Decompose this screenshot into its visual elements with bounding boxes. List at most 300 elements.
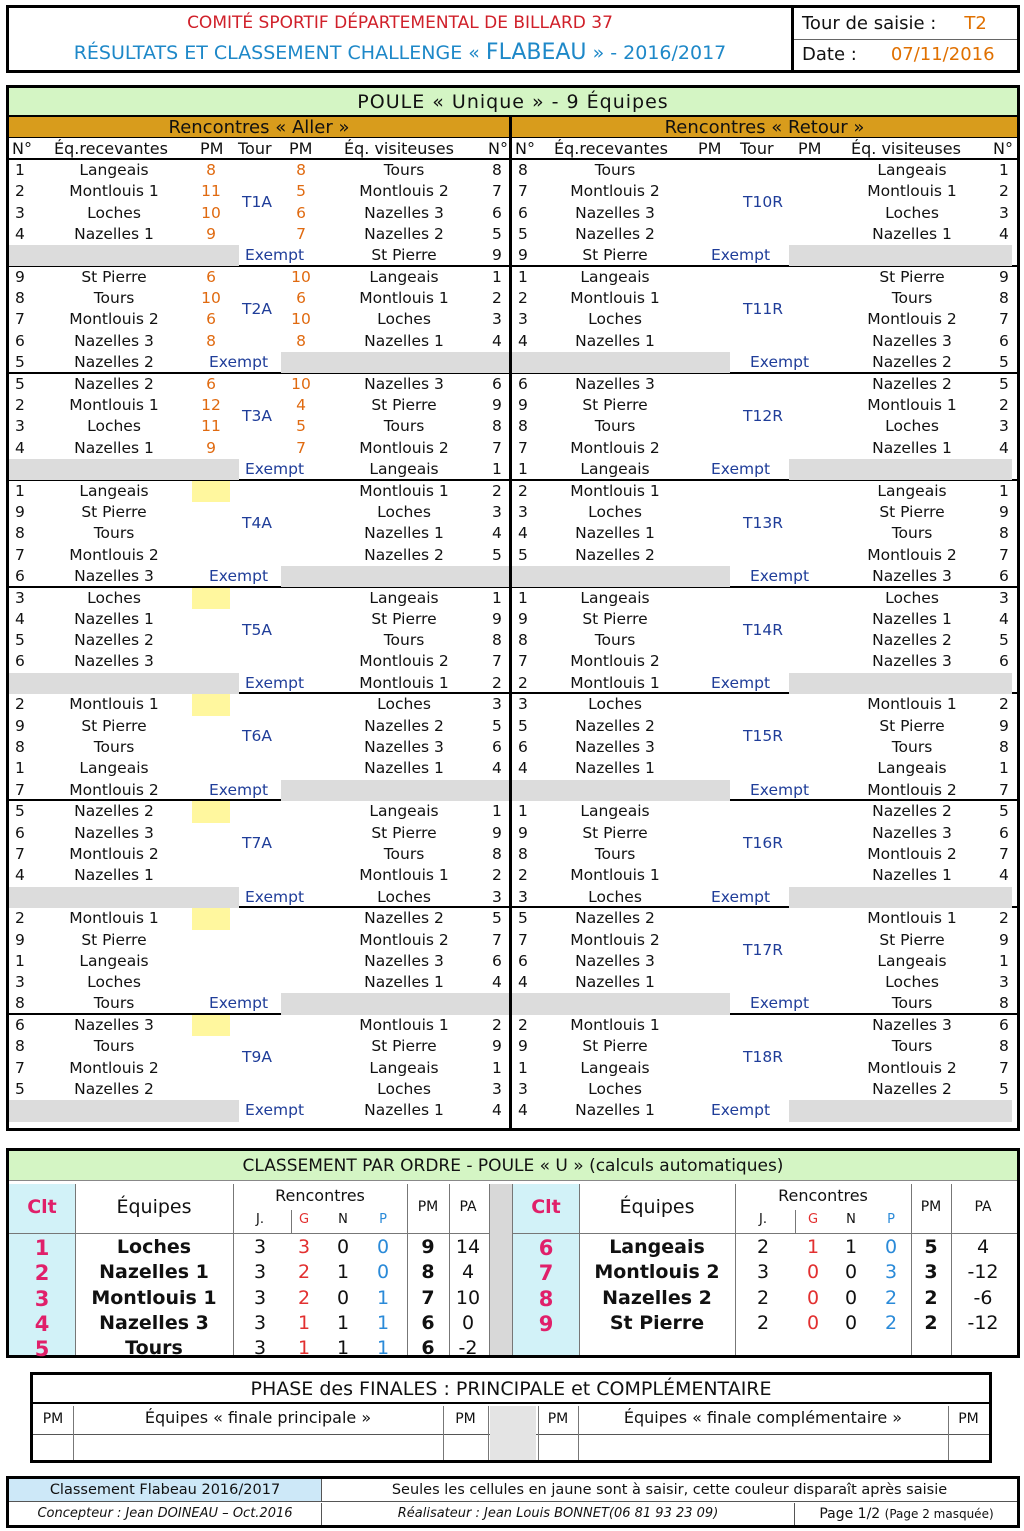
- home-no: 7: [518, 182, 528, 201]
- grey-cell: [281, 780, 509, 801]
- match-row: [9, 972, 509, 993]
- grey-cell: [789, 459, 1012, 480]
- aller-col-headers: [9, 138, 509, 160]
- away-team: Nazelles 3: [872, 823, 952, 842]
- home-team: Montlouis 1: [570, 1016, 660, 1035]
- home-team: Nazelles 2: [74, 631, 154, 650]
- away-team: Loches: [885, 973, 939, 992]
- away-team: Montlouis 1: [359, 1016, 449, 1035]
- pa-header: PA: [459, 1199, 477, 1215]
- pm-entry-cell[interactable]: [192, 588, 230, 609]
- away-team: Montlouis 2: [359, 438, 449, 457]
- exempt-label: Exempt: [209, 780, 269, 799]
- fin-pm-1: PM: [42, 1411, 64, 1427]
- away-no: 5: [999, 802, 1009, 821]
- home-no: 1: [518, 1058, 528, 1077]
- pm-entry-cell[interactable]: [192, 694, 230, 715]
- footer-concepteur: Concepteur : Jean DOINEAU – Oct.2016: [9, 1503, 322, 1525]
- grey-cell: [9, 459, 239, 480]
- match-row: [512, 801, 1017, 822]
- retour-title: Rencontres « Retour »: [512, 117, 1017, 138]
- grey-cell: [789, 887, 1012, 908]
- home-no: 7: [15, 310, 25, 329]
- fin-line: [578, 1406, 579, 1460]
- home-no: 5: [518, 909, 528, 928]
- home-no: 5: [15, 802, 25, 821]
- away-no: 8: [492, 844, 502, 863]
- home-team: Montlouis 2: [69, 545, 159, 564]
- away-no: 9: [492, 396, 502, 415]
- retour-round-15: [512, 694, 1017, 801]
- home-no: 1: [15, 481, 25, 500]
- away-no: 5: [999, 631, 1009, 650]
- away-team: Tours: [891, 289, 933, 308]
- fin-pm-2: PM: [455, 1411, 476, 1427]
- exempt-no: 8: [999, 994, 1009, 1013]
- aller-round-1: [9, 160, 509, 267]
- exempt-label: Exempt: [711, 673, 771, 692]
- exempt-label: Exempt: [209, 994, 269, 1013]
- away-team: Nazelles 2: [364, 224, 444, 243]
- home-no: 4: [518, 331, 528, 350]
- lost: 1: [376, 1286, 390, 1309]
- pm-total: 6: [421, 1311, 435, 1334]
- match-row: [9, 651, 509, 672]
- draw: 0: [336, 1236, 350, 1258]
- exempt-team: Tours: [93, 994, 135, 1013]
- home-team: Nazelles 2: [74, 1080, 154, 1099]
- footer: [6, 1476, 1020, 1528]
- col-no: N°: [515, 139, 535, 158]
- away-no: 4: [492, 524, 502, 543]
- g-header: G: [298, 1212, 310, 1227]
- fin-line: [73, 1406, 74, 1460]
- grey-cell: [9, 673, 239, 694]
- home-team: Tours: [594, 631, 636, 650]
- exempt-row: [9, 887, 509, 908]
- away-pm: 4: [296, 396, 306, 415]
- aller-round-9: [9, 1015, 509, 1122]
- title-prefix: RÉSULTATS ET CLASSEMENT CHALLENGE «: [73, 41, 480, 64]
- exempt-team: Langeais: [369, 459, 439, 478]
- pa-total: -6: [973, 1286, 993, 1309]
- footer-page: [796, 1503, 1017, 1525]
- match-row: [512, 1015, 1017, 1036]
- grey-cell: [9, 1100, 239, 1121]
- pm-entry-cell[interactable]: [192, 801, 230, 822]
- home-team: Montlouis 2: [570, 930, 660, 949]
- rank: 9: [538, 1311, 554, 1336]
- home-no: 2: [518, 289, 528, 308]
- home-no: 7: [518, 652, 528, 671]
- exempt-no: 1: [492, 459, 502, 478]
- away-no: 8: [999, 289, 1009, 308]
- exempt-team: Montlouis 1: [570, 673, 660, 692]
- away-no: 4: [999, 438, 1009, 457]
- away-team: Nazelles 1: [364, 973, 444, 992]
- exempt-label: Exempt: [245, 1101, 305, 1120]
- match-row: [9, 588, 509, 609]
- away-team: Montlouis 2: [867, 1058, 957, 1077]
- home-team: Nazelles 2: [74, 374, 154, 393]
- exempt-no: 4: [518, 1101, 528, 1120]
- away-team: Montlouis 1: [359, 481, 449, 500]
- pm-header: PM: [920, 1199, 942, 1215]
- home-no: 9: [15, 930, 25, 949]
- home-no: 3: [15, 588, 25, 607]
- col-pm: PM: [200, 139, 224, 158]
- away-team: Montlouis 1: [359, 289, 449, 308]
- poule-title: POULE « Unique » - 9 Équipes: [9, 88, 1017, 117]
- away-no: 4: [492, 331, 502, 350]
- home-no: 7: [518, 438, 528, 457]
- away-no: 1: [492, 588, 502, 607]
- away-team: Tours: [383, 631, 425, 650]
- lost: 0: [884, 1236, 898, 1258]
- home-no: 4: [15, 609, 25, 628]
- home-no: 5: [15, 631, 25, 650]
- page-number: Page 1/2: [819, 1506, 881, 1522]
- col-line: [735, 1184, 736, 1355]
- rank: 2: [34, 1261, 50, 1286]
- retour-round-16: [512, 801, 1017, 908]
- home-pm: 10: [201, 289, 221, 308]
- exempt-label: Exempt: [750, 780, 810, 799]
- home-no: 4: [518, 524, 528, 543]
- retour-col-headers: [512, 138, 1017, 160]
- pm-total: 6: [421, 1337, 435, 1360]
- home-team: Montlouis 2: [69, 1058, 159, 1077]
- match-row: [9, 865, 509, 886]
- col-pm: PM: [289, 139, 313, 158]
- exempt-no: 4: [492, 1101, 502, 1120]
- away-no: 1: [999, 481, 1009, 500]
- grey-cell: [789, 1100, 1012, 1121]
- home-no: 6: [15, 331, 25, 350]
- won: 1: [297, 1337, 311, 1360]
- away-team: Nazelles 2: [364, 909, 444, 928]
- round-label: T4A: [242, 513, 272, 532]
- grey-cell: [281, 352, 509, 373]
- home-team: St Pierre: [81, 502, 147, 521]
- home-no: 8: [15, 738, 25, 757]
- home-no: 6: [15, 1016, 25, 1035]
- exempt-row: [9, 993, 509, 1014]
- match-row: [512, 545, 1017, 566]
- exempt-no: 9: [518, 246, 528, 265]
- away-team: Loches: [885, 588, 939, 607]
- pm-header: PM: [417, 1199, 439, 1215]
- home-team: Nazelles 2: [575, 224, 655, 243]
- round-label: T6A: [242, 727, 272, 746]
- home-no: 3: [518, 502, 528, 521]
- match-row: [512, 374, 1017, 395]
- document-header: [6, 5, 1020, 73]
- match-row: [9, 374, 509, 395]
- match-row: [512, 224, 1017, 245]
- away-no: 2: [492, 289, 502, 308]
- home-team: Montlouis 1: [69, 909, 159, 928]
- away-team: Montlouis 1: [867, 695, 957, 714]
- away-no: 7: [999, 545, 1009, 564]
- away-team: St Pierre: [879, 502, 945, 521]
- home-no: 8: [518, 161, 528, 179]
- home-team: Nazelles 3: [575, 203, 655, 222]
- away-team: Montlouis 2: [359, 652, 449, 671]
- won: 0: [806, 1261, 820, 1284]
- away-team: Nazelles 3: [364, 951, 444, 970]
- home-team: Loches: [87, 417, 141, 436]
- match-row: [9, 545, 509, 566]
- away-no: 4: [492, 759, 502, 778]
- exempt-label: Exempt: [245, 459, 305, 478]
- home-no: 1: [518, 588, 528, 607]
- aller-round-8: [9, 908, 509, 1015]
- exempt-row: [9, 245, 509, 266]
- away-team: St Pierre: [879, 267, 945, 286]
- away-no: 4: [999, 609, 1009, 628]
- home-pm: 11: [201, 417, 221, 436]
- match-row: [512, 758, 1017, 779]
- page-title: [74, 40, 727, 65]
- away-no: 8: [999, 524, 1009, 543]
- home-team: Nazelles 1: [575, 759, 655, 778]
- home-pm: 12: [201, 396, 221, 415]
- away-team: Nazelles 1: [872, 438, 952, 457]
- home-team: Loches: [588, 310, 642, 329]
- draw: 1: [336, 1337, 350, 1360]
- won: 2: [297, 1286, 311, 1309]
- home-no: 3: [518, 1080, 528, 1099]
- match-row: [9, 438, 509, 459]
- away-team: Langeais: [369, 802, 439, 821]
- away-no: 5: [492, 716, 502, 735]
- away-no: 3: [999, 588, 1009, 607]
- exempt-no: 5: [999, 353, 1009, 372]
- away-pm: 10: [291, 374, 311, 393]
- exempt-no: 8: [15, 994, 25, 1013]
- exempt-no: 1: [518, 459, 528, 478]
- away-team: Tours: [383, 844, 425, 863]
- aller-section: [9, 117, 512, 1128]
- home-team: Montlouis 1: [570, 866, 660, 885]
- retour-round-11: [512, 267, 1017, 374]
- home-team: Langeais: [79, 481, 149, 500]
- away-no: 6: [999, 331, 1009, 350]
- away-team: St Pierre: [879, 930, 945, 949]
- pm-total: 8: [421, 1261, 435, 1284]
- away-team: St Pierre: [879, 716, 945, 735]
- match-row: [9, 481, 509, 502]
- round-label: T5A: [242, 620, 272, 639]
- team-name: Nazelles 1: [99, 1261, 209, 1284]
- match-row: [512, 267, 1017, 288]
- played: 2: [756, 1286, 770, 1309]
- round-label: T11R: [743, 299, 783, 318]
- away-no: 3: [492, 695, 502, 714]
- played: 3: [253, 1286, 267, 1309]
- finales-title: PHASE des FINALES : PRINCIPALE et COMPLÉMENTAIRE: [33, 1375, 989, 1404]
- col-vis: Éq. visiteuses: [851, 139, 961, 158]
- home-no: 6: [518, 951, 528, 970]
- away-no: 1: [999, 759, 1009, 778]
- header-line: [9, 1233, 489, 1234]
- exempt-row: [9, 1100, 509, 1121]
- away-team: Loches: [377, 310, 431, 329]
- date-row: [794, 40, 1017, 71]
- away-no: 2: [999, 182, 1009, 201]
- pm-entry-cell[interactable]: [192, 908, 230, 929]
- home-no: 2: [15, 182, 25, 201]
- grey-cell: [789, 673, 1012, 694]
- away-pm: 10: [291, 267, 311, 286]
- exempt-no: 7: [999, 780, 1009, 799]
- away-team: Langeais: [877, 759, 947, 778]
- played: 2: [756, 1311, 770, 1334]
- match-row: [512, 651, 1017, 672]
- home-team: Nazelles 1: [74, 438, 154, 457]
- away-team: Nazelles 3: [872, 652, 952, 671]
- p-header: P: [379, 1212, 387, 1227]
- pa-header: PA: [974, 1199, 992, 1215]
- round-label: T10R: [743, 193, 783, 211]
- exempt-team: Montlouis 1: [359, 673, 449, 692]
- home-team: Tours: [93, 1037, 135, 1056]
- pm-entry-cell[interactable]: [192, 481, 230, 502]
- away-team: Tours: [891, 738, 933, 757]
- away-no: 1: [492, 1058, 502, 1077]
- col-line: [795, 1210, 796, 1233]
- home-team: Nazelles 2: [575, 716, 655, 735]
- grey-cell: [9, 245, 239, 266]
- home-team: Tours: [594, 417, 636, 436]
- played: 3: [253, 1337, 267, 1360]
- exempt-label: Exempt: [245, 673, 305, 692]
- away-team: Montlouis 1: [867, 909, 957, 928]
- equipes-header: Équipes: [619, 1196, 695, 1218]
- fin-complementaire-header: Équipes « finale complémentaire »: [623, 1408, 903, 1427]
- away-no: 9: [492, 823, 502, 842]
- away-team: Langeais: [877, 481, 947, 500]
- home-team: St Pierre: [81, 716, 147, 735]
- exempt-team: Nazelles 2: [74, 353, 154, 372]
- away-team: St Pierre: [371, 609, 437, 628]
- won: 1: [297, 1311, 311, 1334]
- pm-entry-cell[interactable]: [192, 1015, 230, 1036]
- home-team: Montlouis 1: [69, 695, 159, 714]
- home-no: 9: [15, 267, 25, 286]
- col-no: N°: [993, 139, 1013, 158]
- home-team: St Pierre: [582, 1037, 648, 1056]
- away-team: St Pierre: [371, 396, 437, 415]
- match-row: [9, 930, 509, 951]
- home-pm: 11: [201, 182, 221, 201]
- away-no: 7: [999, 1058, 1009, 1077]
- away-team: Loches: [885, 203, 939, 222]
- away-no: 5: [999, 1080, 1009, 1099]
- home-no: 9: [518, 609, 528, 628]
- home-no: 8: [15, 289, 25, 308]
- home-team: St Pierre: [582, 396, 648, 415]
- home-team: Langeais: [580, 588, 650, 607]
- home-team: Tours: [594, 161, 636, 179]
- home-team: St Pierre: [81, 930, 147, 949]
- home-no: 8: [15, 1037, 25, 1056]
- exempt-row: [9, 352, 509, 373]
- home-team: Langeais: [580, 267, 650, 286]
- col-vis: Éq. visiteuses: [344, 139, 454, 158]
- home-no: 8: [518, 631, 528, 650]
- played: 2: [756, 1236, 770, 1258]
- match-row: [512, 160, 1017, 181]
- col-tour: Tour: [238, 139, 272, 158]
- exempt-team: Nazelles 1: [575, 1101, 655, 1120]
- home-no: 9: [518, 396, 528, 415]
- home-team: Nazelles 1: [74, 224, 154, 243]
- exempt-row: [9, 780, 509, 801]
- p-header: P: [887, 1212, 895, 1227]
- home-no: 2: [518, 866, 528, 885]
- header-titles: [9, 8, 794, 70]
- retour-round-17: [512, 908, 1017, 1015]
- played: 3: [253, 1236, 267, 1258]
- rencontres-header: Rencontres: [275, 1186, 365, 1205]
- away-no: 1: [492, 802, 502, 821]
- away-team: St Pierre: [371, 823, 437, 842]
- away-no: 8: [999, 1037, 1009, 1056]
- classement-separator: [489, 1184, 513, 1355]
- away-team: Nazelles 2: [872, 1080, 952, 1099]
- home-no: 1: [518, 267, 528, 286]
- home-no: 4: [518, 759, 528, 778]
- away-team: Loches: [377, 502, 431, 521]
- rank: 4: [34, 1311, 50, 1336]
- away-no: 2: [492, 481, 502, 500]
- exempt-label: Exempt: [750, 353, 810, 372]
- home-team: St Pierre: [81, 267, 147, 286]
- home-pm: 9: [206, 224, 216, 243]
- team-name: Nazelles 3: [99, 1311, 209, 1334]
- home-team: St Pierre: [582, 823, 648, 842]
- home-team: Loches: [588, 695, 642, 714]
- home-team: Loches: [588, 1080, 642, 1099]
- exempt-label: Exempt: [711, 459, 771, 478]
- home-team: Montlouis 1: [69, 396, 159, 415]
- match-row: [9, 801, 509, 822]
- away-no: 2: [492, 1016, 502, 1035]
- round-label: T12R: [743, 406, 783, 425]
- home-no: 6: [15, 652, 25, 671]
- pa-total: 14: [455, 1236, 481, 1258]
- won: 1: [806, 1236, 820, 1258]
- lost: 1: [376, 1311, 390, 1334]
- exempt-no: 6: [999, 566, 1009, 585]
- away-no: 3: [492, 310, 502, 329]
- aller-round-5: [9, 588, 509, 695]
- away-no: 7: [999, 310, 1009, 329]
- col-pm: PM: [698, 139, 722, 158]
- home-no: 9: [15, 716, 25, 735]
- team-name: Nazelles 2: [602, 1286, 712, 1309]
- away-no: 2: [999, 396, 1009, 415]
- away-pm: 8: [296, 161, 306, 179]
- match-row: [512, 481, 1017, 502]
- away-team: Nazelles 2: [364, 716, 444, 735]
- pm-total: 2: [924, 1286, 938, 1309]
- retour-round-13: [512, 481, 1017, 588]
- match-row: [9, 1079, 509, 1100]
- exempt-row: [512, 887, 1017, 908]
